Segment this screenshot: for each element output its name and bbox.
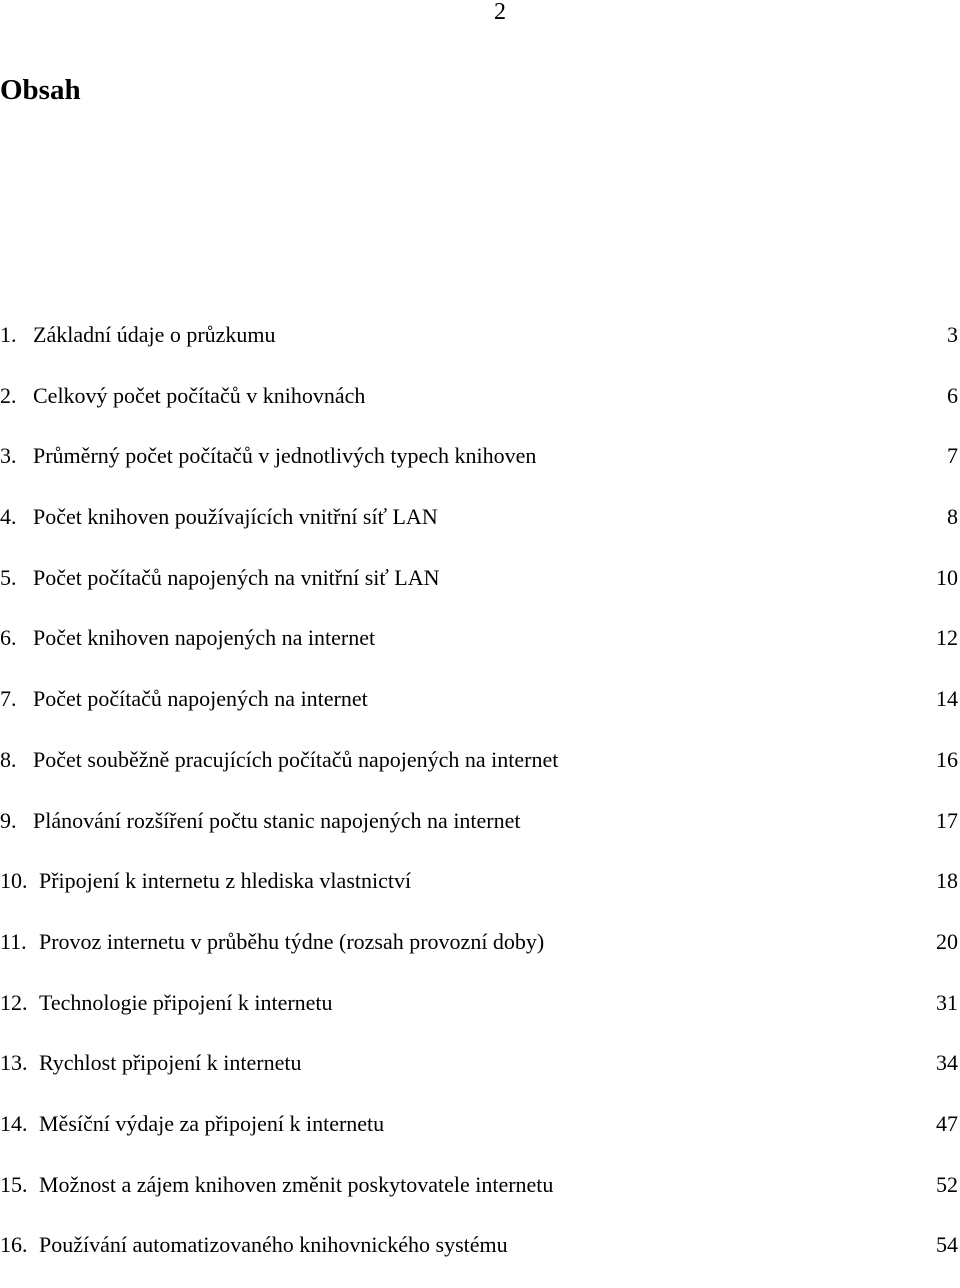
toc-entry-page: 16	[936, 746, 958, 772]
toc-entry-10[interactable]	[0, 863, 960, 924]
toc-entry-page: 20	[936, 928, 958, 954]
toc-entry-number: 2.	[0, 382, 17, 408]
toc-entry-page: 54	[936, 1232, 958, 1258]
toc-entry-page: 7	[947, 443, 958, 469]
toc-entry-label: Základní údaje o průzkumu	[33, 322, 276, 347]
toc-entry-label: Počet knihoven používajících vnitřní síť LAN	[33, 504, 438, 530]
toc-entry-number: 6.	[0, 625, 17, 651]
toc-entry-12[interactable]	[0, 985, 960, 1046]
toc-entry-number: 5.	[0, 564, 17, 590]
toc-entry-page: 6	[947, 382, 958, 408]
toc-entry-13[interactable]	[0, 1045, 960, 1106]
toc-entry-14[interactable]	[0, 1106, 960, 1167]
toc-entry-page: 18	[936, 868, 958, 894]
toc-entry-number: 8.	[0, 746, 17, 772]
toc-entry-label: Plánování rozšíření počtu stanic napojených na internet	[33, 807, 521, 833]
toc-entry-label: Rychlost připojení k internetu	[39, 1050, 302, 1076]
toc-entry-label: Připojení k internetu z hlediska vlastnictví	[39, 868, 412, 894]
toc-entry-label: Provoz internetu v průběhu týdne (rozsah provozní doby)	[39, 928, 545, 954]
toc-entry-number: 4.	[0, 504, 17, 530]
toc-entry-page: 12	[936, 625, 958, 651]
toc-entry-number: 13.	[0, 1050, 28, 1076]
toc-entry-label: Počet knihoven napojených na internet	[33, 625, 376, 651]
toc-entry-page: 17	[936, 807, 958, 833]
toc-entry-number: 16.	[0, 1232, 28, 1258]
toc-entry-number: 1.	[0, 322, 17, 347]
toc-entry-page: 34	[936, 1050, 958, 1076]
toc-entry-label: Technologie připojení k internetu	[39, 989, 333, 1015]
toc-entry-7[interactable]	[0, 681, 960, 742]
toc-entry-8[interactable]	[0, 742, 960, 803]
toc-entry-page: 8	[947, 504, 958, 530]
toc-entry-9[interactable]	[0, 803, 960, 864]
toc-entry-label: Celkový počet počítačů v knihovnách	[33, 382, 366, 408]
toc-entry-label: Počet počítačů napojených na internet	[33, 686, 368, 712]
toc-entry-page: 3	[947, 322, 958, 347]
toc-entry-11[interactable]	[0, 924, 960, 985]
toc-entry-number: 11.	[0, 928, 27, 954]
toc-entry-2[interactable]	[0, 378, 960, 439]
toc-entry-page: 31	[936, 989, 958, 1015]
toc-entry-5[interactable]	[0, 560, 960, 621]
toc-entry-page: 10	[936, 564, 958, 590]
toc-entry-page: 52	[936, 1171, 958, 1197]
toc-entry-number: 14.	[0, 1110, 28, 1136]
toc-entry-6[interactable]	[0, 620, 960, 681]
toc-entry-number: 12.	[0, 989, 28, 1015]
toc-entry-number: 9.	[0, 807, 17, 833]
toc-entry-label: Možnost a zájem knihoven změnit poskytovatele internetu	[39, 1171, 554, 1197]
toc-entry-label: Používání automatizovaného knihovnického systému	[39, 1232, 508, 1258]
toc-entry-1[interactable]	[0, 317, 960, 378]
toc-entry-page: 14	[936, 686, 958, 712]
toc-entry-label: Počet souběžně pracujících počítačů napojených na internet	[33, 746, 559, 772]
toc-entry-4[interactable]	[0, 499, 960, 560]
toc-entry-number: 7.	[0, 686, 17, 712]
toc-entry-15[interactable]	[0, 1167, 960, 1228]
toc-entry-label: Počet počítačů napojených na vnitřní siť LAN	[33, 564, 440, 590]
toc-entry-number: 10.	[0, 868, 28, 894]
toc-entry-16[interactable]	[0, 1227, 960, 1288]
toc-entry-page: 47	[936, 1110, 958, 1136]
toc-entry-label: Průměrný počet počítačů v jednotlivých typech knihoven	[33, 443, 537, 469]
table-of-contents	[0, 317, 960, 1288]
page-number: 2	[494, 0, 506, 25]
toc-entry-number: 3.	[0, 443, 17, 469]
toc-entry-3[interactable]	[0, 438, 960, 499]
toc-entry-number: 15.	[0, 1171, 28, 1197]
toc-entry-label: Měsíční výdaje za připojení k internetu	[39, 1110, 385, 1136]
page-title: Obsah	[0, 74, 81, 106]
